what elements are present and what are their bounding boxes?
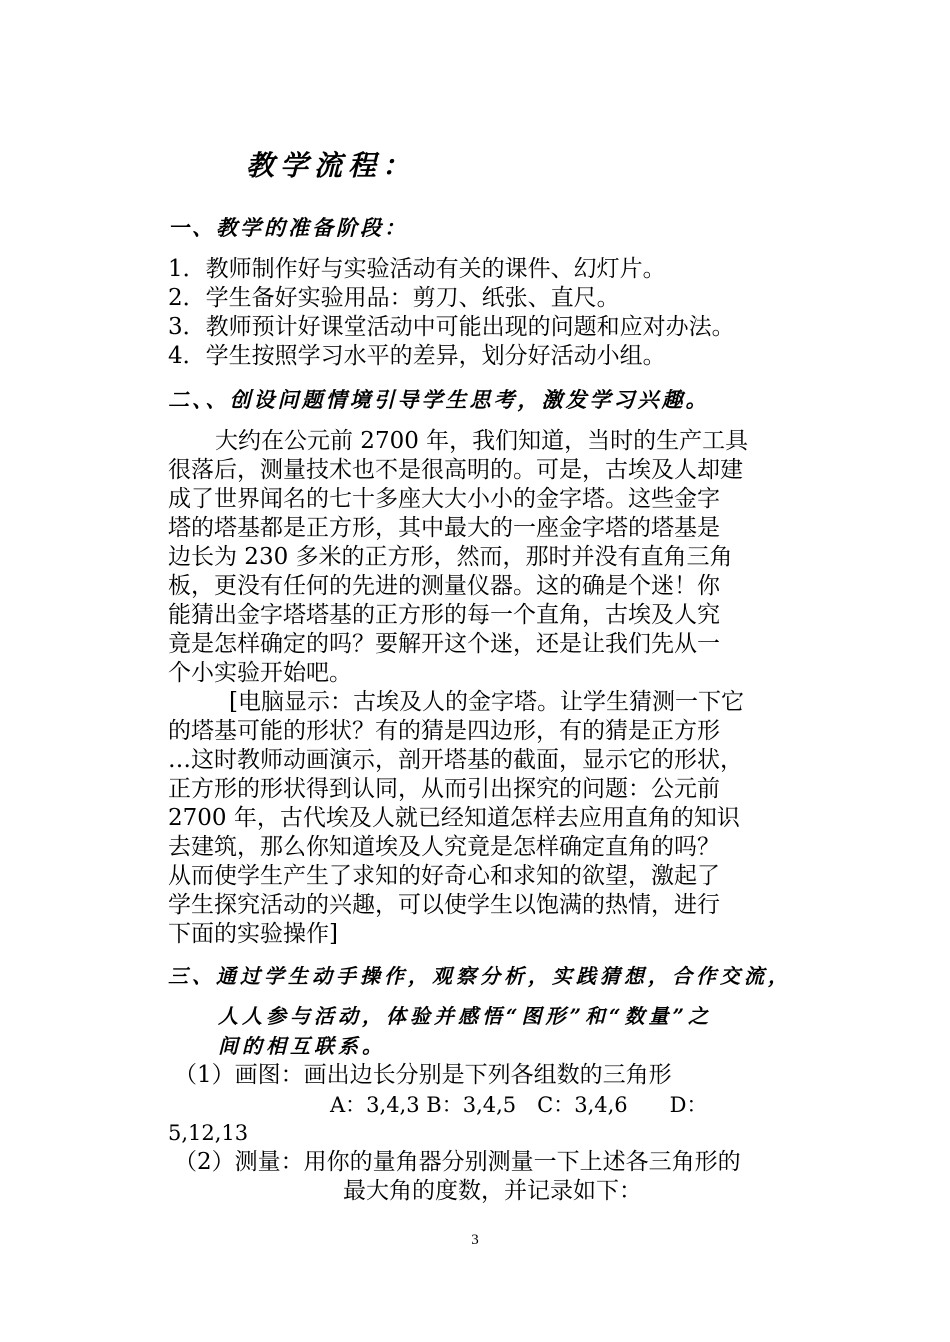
paragraph-line: 能猜出金字塔塔基的正方形的每一个直角，古埃及人究 [168,602,720,628]
page-title: 教学流程： [246,149,417,182]
paragraph-line: 很落后，测量技术也不是很高明的。可是，古埃及人却建 [168,457,743,483]
paragraph-line: 从而使学生产生了求知的好奇心和求知的欲望，激起了 [168,863,720,889]
page-number: 3 [471,1232,479,1248]
list-item: 2．学生备好实验用品：剪刀、纸张、直尺。 [168,285,620,311]
paragraph-line: 学生探究活动的兴趣，可以使学生以饱满的热情，进行 [168,892,720,918]
triangle-option-d: 5,12,13 [168,1121,249,1145]
step-2-text-line2: 最大角的度数，并记录如下： [343,1178,642,1204]
section3-heading-line: 间的相互联系。 [218,1034,386,1058]
paragraph-line: …这时教师动画演示，剖开塔基的截面，显示它的形状， [168,747,743,773]
paragraph-line: 的塔基可能的形状？有的猜是四边形，有的猜是正方形 [168,718,720,744]
triangle-options: A：3,4,3 B：3,4,5 C：3,4,6 D： [330,1093,708,1117]
list-item: 4．学生按照学习水平的差异，划分好活动小组。 [168,343,666,369]
paragraph-line: 2700 年，古代埃及人就已经知道怎样去应用直角的知识 [168,805,740,831]
section3-heading: 三、通过学生动手操作，观察分析，实践猜想，合作交流， [168,964,792,988]
list-item: 3．教师预计好课堂活动中可能出现的问题和应对办法。 [168,314,735,340]
paragraph-line: 板，更没有任何的先进的测量仪器。这的确是个迷！你 [168,573,720,599]
section2-heading: 二、、创设问题情境引导学生思考，激发学习兴趣。 [168,387,710,412]
paragraph-line: 个小实验开始吧。 [168,660,352,686]
step-1-text: （1）画图：画出边长分别是下列各组数的三角形 [174,1062,672,1088]
paragraph-line: 正方形的形状得到认同，从而引出探究的问题：公元前 [168,776,720,802]
paragraph-line: 下面的实验操作] [168,921,338,947]
paragraph-line: 成了世界闻名的七十多座大大小小的金字塔。这些金字 [168,486,720,512]
paragraph-line: [电脑显示：古埃及人的金字塔。让学生猜测一下它 [229,689,744,715]
paragraph-line: 边长为 230 多米的正方形，然而，那时并没有直角三角 [168,544,733,570]
paragraph-line: 大约在公元前 2700 年，我们知道，当时的生产工具 [215,428,749,454]
list-item: 1．教师制作好与实验活动有关的课件、幻灯片。 [168,256,666,282]
paragraph-line: 塔的塔基都是正方形，其中最大的一座金字塔的塔基是 [168,515,720,541]
section3-heading-line: 人人参与活动，体验并感悟“图形”和“数量”之 [218,1004,713,1028]
step-2-text: （2）测量：用你的量角器分别测量一下上述各三角形的 [174,1149,741,1175]
paragraph-line: 去建筑，那么你知道埃及人究竟是怎样确定直角的吗？ [168,834,720,860]
section1-heading: 一、教学的准备阶段： [168,215,408,240]
paragraph-line: 竟是怎样确定的吗？要解开这个迷，还是让我们先从一 [168,631,720,657]
